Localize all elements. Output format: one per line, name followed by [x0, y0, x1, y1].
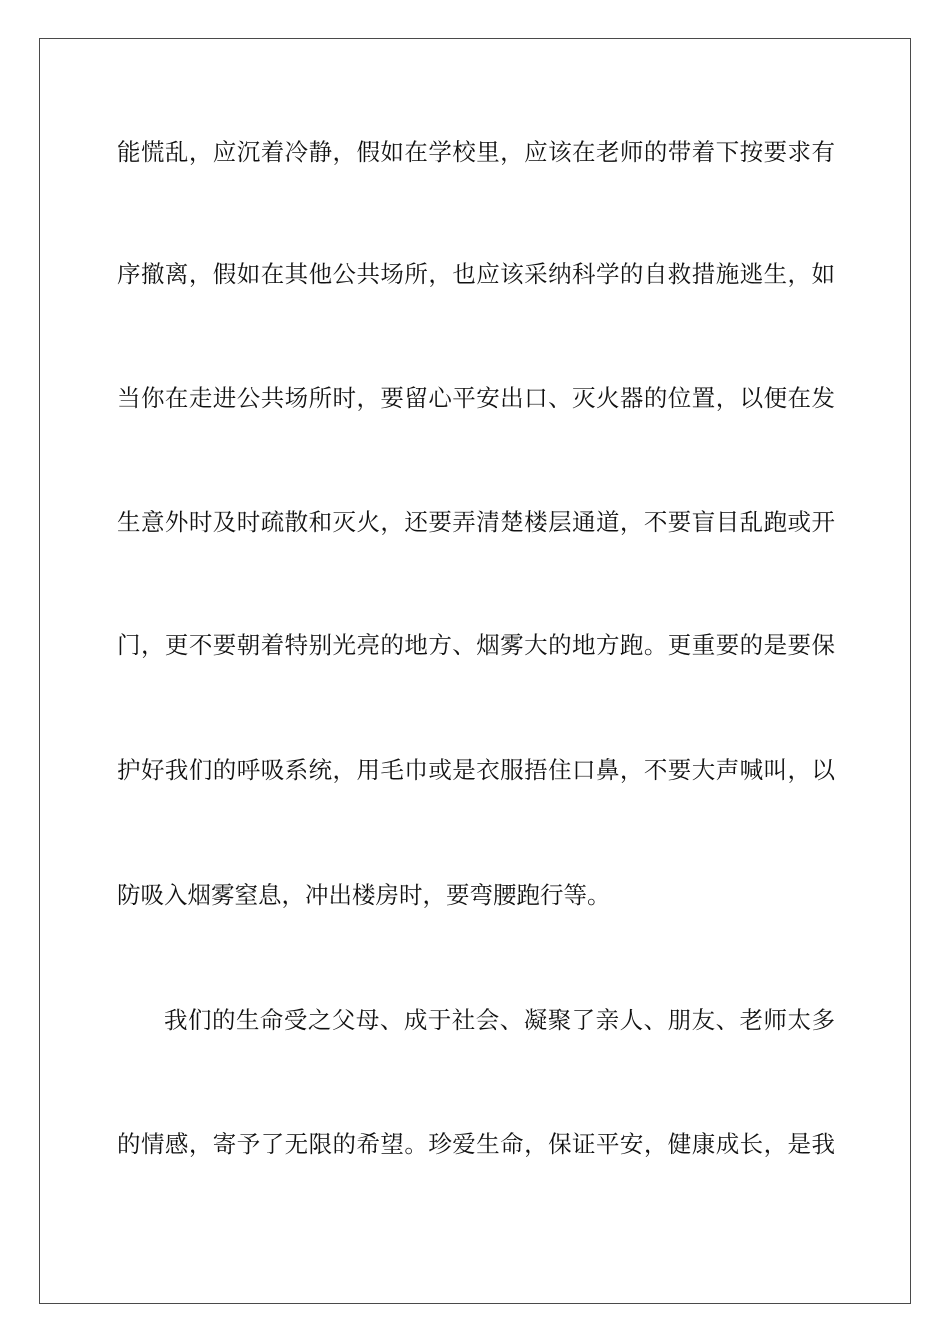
text-line-9: 的情感，寄予了无限的希望。珍爱生命，保证平安，健康成长，是我 [117, 1130, 835, 1158]
text-line-5: 门，更不要朝着特别光亮的地方、烟雾大的地方跑。更重要的是要保 [117, 631, 835, 659]
text-line-6: 护好我们的呼吸系统，用毛巾或是衣服捂住口鼻，不要大声喊叫，以 [117, 756, 835, 784]
text-line-3: 当你在走进公共场所时，要留心平安出口、灭火器的位置，以便在发 [117, 384, 835, 412]
text-line-2: 序撤离，假如在其他公共场所，也应该采纳科学的自救措施逃生，如 [117, 260, 835, 288]
text-line-7: 防吸入烟雾窒息，冲出楼房时，要弯腰跑行等。 [117, 881, 611, 909]
text-line-1: 能慌乱，应沉着冷静，假如在学校里，应该在老师的带着下按要求有 [117, 138, 835, 166]
text-line-4: 生意外时及时疏散和灭火，还要弄清楚楼层通道，不要盲目乱跑或开 [117, 508, 835, 536]
page-border [39, 38, 911, 1304]
text-line-8-paragraph-start: 我们的生命受之父母、成于社会、凝聚了亲人、朋友、老师太多 [164, 1006, 835, 1034]
